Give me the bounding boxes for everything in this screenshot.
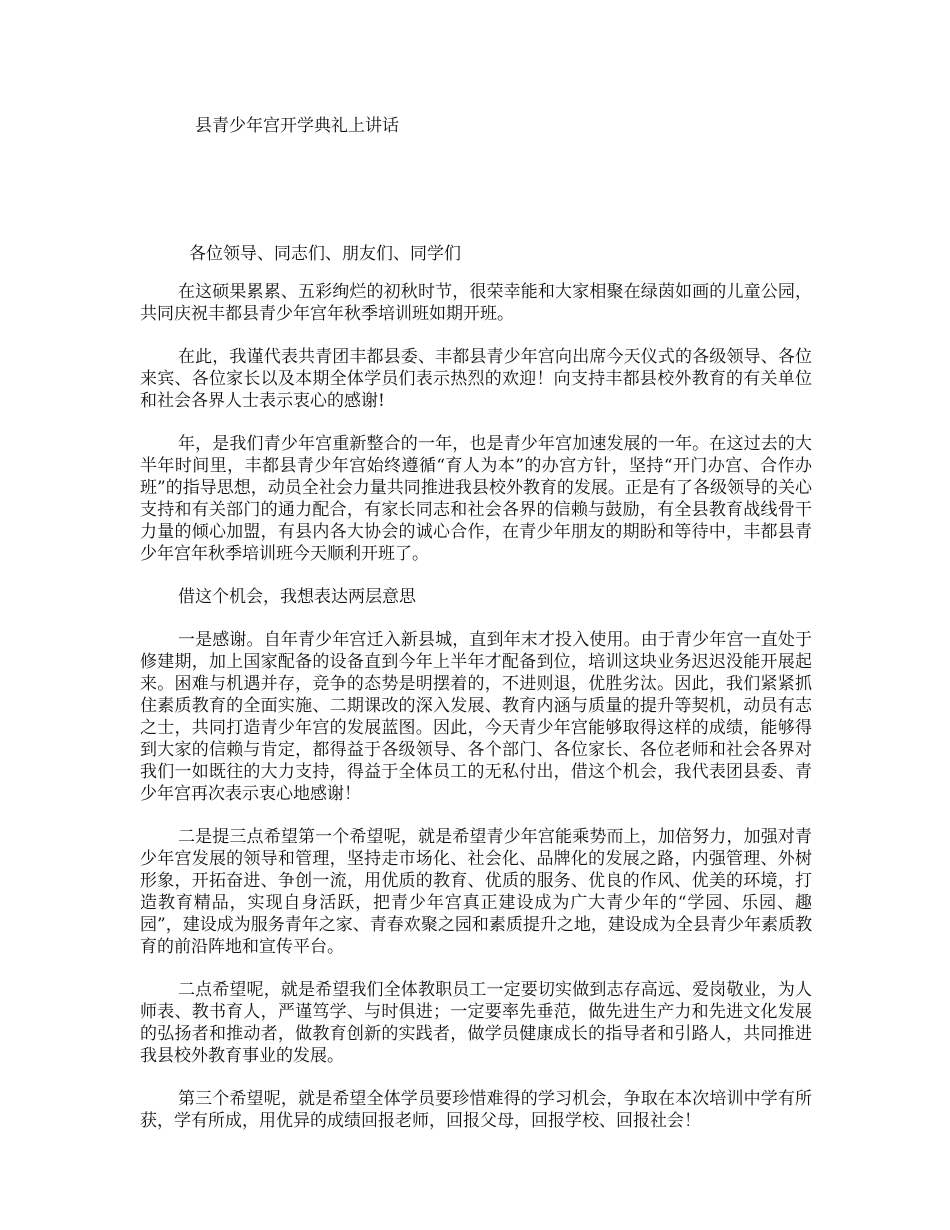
paragraph-2: 在此，我谨代表共青团丰都县委、丰都县青少年宫向出席今天仪式的各级领导、各位来宾、各位家长以及本期全体学员们表示热烈的欢迎！向支持丰都县校外教育的有关单位和社会各界人士表示衷心的感谢! <box>140 347 812 411</box>
document-body <box>140 281 812 1153</box>
paragraph-4: 借这个机会，我想表达两层意思 <box>178 587 416 607</box>
paragraph-6: 二是提三点希望第一个希望呢，就是希望青少年宫能乘势而上，加倍努力，加强对青少年宫发展的领导和管理，坚持走市场化、社会化、品牌化的发展之路，内强管理、外树形象，开拓奋进、争创一流，用优质的教育、优质的服务、优良的作风、优美的环境，打造教育精品，实现自身活跃，把青少年宫真正建设成为广大青少年的“学园、乐园、趣园”，建设成为服务青年之家、青春欢聚之园和素质提升之地，建设成为全县青少年素质教育的前沿阵地和宣传平台。 <box>140 827 812 957</box>
salutation: 各位领导、同志们、朋友们、同学们 <box>189 244 461 264</box>
document-title: 县青少年宫开学典礼上讲话 <box>195 116 399 136</box>
paragraph-7: 二点希望呢，就是希望我们全体教职员工一定要切实做到志存高远、爱岗敬业，为人师表、教书育人，严谨笃学、与时俱进；一定要率先垂范，做先进生产力和先进文化发展的弘扬者和推动者，做教育创新的实践者，做学员健康成长的指导者和引路人，共同推进我县校外教育事业的发展。 <box>140 980 812 1066</box>
paragraph-1: 在这硕果累累、五彩绚烂的初秋时节，很荣幸能和大家相聚在绿茵如画的儿童公园，共同庆祝丰都县青少年宫年秋季培训班如期开班。 <box>140 282 812 324</box>
paragraph-3: 年，是我们青少年宫重新整合的一年，也是青少年宫加速发展的一年。在这过去的大半年时间里，丰都县青少年宫始终遵循“育人为本”的办宫方针，坚持“开门办宫、合作办班”的指导思想，动员全社会力量共同推进我县校外教育的发展。正是有了各级领导的关心支持和有关部门的通力配合，有家长同志和社会各界的信赖与鼓励，有全县教育战线骨干力量的倾心加盟，有县内各大协会的诚心合作，在青少年朋友的期盼和等待中，丰都县青少年宫年秋季培训班今天顺利开班了。 <box>140 434 812 564</box>
paragraph-8: 第三个希望呢，就是希望全体学员要珍惜难得的学习机会，争取在本次培训中学有所获，学有所成，用优异的成绩回报老师，回报父母，回报学校、回报社会！ <box>140 1089 812 1131</box>
paragraph-5: 一是感谢。自年青少年宫迁入新县城，直到年末才投入使用。由于青少年宫一直处于修建期，加上国家配备的设备直到今年上半年才配备到位，培训这块业务迟迟没能开展起来。困难与机遇并存，竞争的态势是明摆着的，不进则退，优胜劣汰。因此，我们紧紧抓住素质教育的全面实施、二期课改的深入发展、教育内涵与质量的提升等契机，动员有志之士，共同打造青少年宫的发展蓝图。因此，今天青少年宫能够取得这样的成绩，能够得到大家的信赖与肯定，都得益于各级领导、各个部门、各位家长、各位老师和社会各界对我们一如既往的大力支持，得益于全体员工的无私付出，借这个机会，我代表团县委、青少年宫再次表示衷心地感谢！ <box>140 630 812 804</box>
